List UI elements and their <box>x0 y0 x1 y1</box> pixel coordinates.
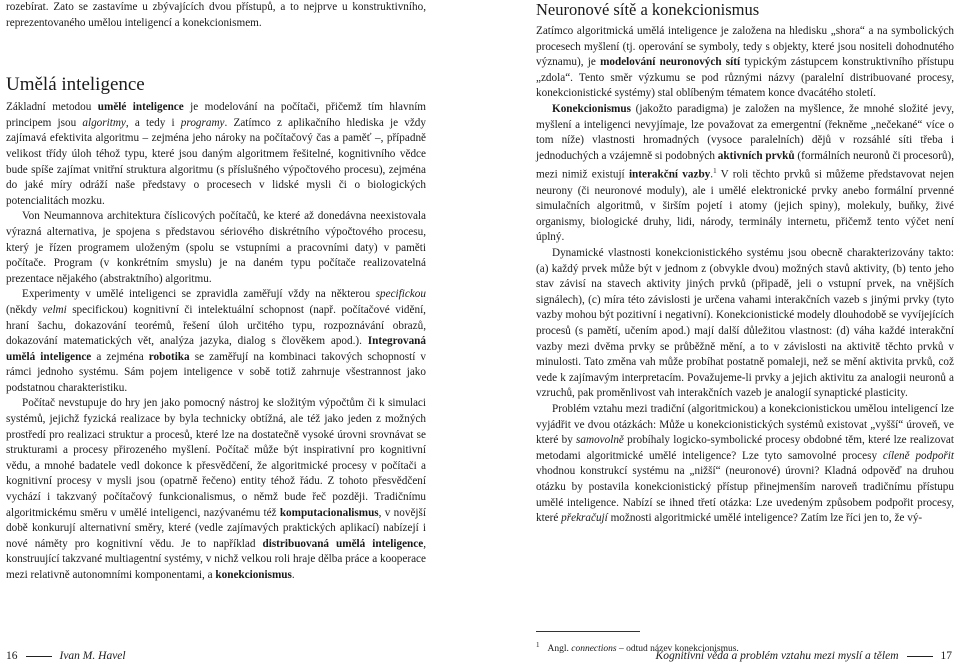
section-heading-ai: Umělá inteligence <box>6 74 145 96</box>
left-paragraph-3: Experimenty v umělé inteligenci se zpravidla zaměřují vždy na některou specifickou (někdy velmi specifickou) kognitivní či intelektuální schopnost (např. počítačové vidění, hraní šachu, dokazování teorémů, řešení úloh určitého typu, rozpoznávání obrazů, dokazování matematických vět, analýza jazyka, dialog s člověkem apod.). Integrovaná umělá inteligence a zejména robotika se zaměřují na kombinaci takových schopností v rámci jednoho systému. Sám pojem inteligence v sobě totiž zahrnuje všestrannost jako podstatnou charakteristiku. <box>6 288 426 394</box>
left-paragraph-2: Von Neumannova architektura číslicových počítačů, ke které až donedávna neexistovala výrazná alternativa, je spojena s představou sériového diskrétního výpočtového procesu, který je řízen programem uloženým (spolu se vstupními a pracovními daty) v paměti počítače. Program (v konkrétním smyslu) je na daném typu počítače realizovatelná prezentace nějakého (abstraktního) algoritmu. <box>6 210 426 285</box>
right-paragraph-2: Konekcionismus (jakožto paradigma) je založen na myšlence, že mnohé složité jevy, myšlení a inteligenci nevyjímaje, lze považovat za emergentní (řekněme „nečekané“ více o tom níže) vlastnosti hromadných (vysoce paralelních) dějů v rozsáhlé síti třeba i jednoduchých a vzájemně si podobných aktivních prvků (formálních neuronů či procesorů), mezi nimiž existují interakční vazby.$^1$ V roli těchto prvků si můžeme představovat nejen neurony (či neuronové moduly), ale i umělé elektronické prvky anebo formální prvenné simulačních algoritmů, v širším pojetí i atomy (jejich spiny), molekuly, buňky, živé organismy, biologické druhy, lidi, národy, terminály internetu, přičemž tento výčet není úplný. <box>536 102 954 244</box>
footnote: $^1$ Angl. connections – odtud název konekcionismus. <box>536 641 739 655</box>
footer-right <box>656 649 952 663</box>
footnote-reference: 1 <box>713 167 717 176</box>
footer-left <box>6 649 126 663</box>
footer-dash <box>26 656 52 657</box>
left-paragraph-4: Počítač nevstupuje do hry jen jako pomocný nástroj ke složitým výpočtům či k simulaci systémů, jejichž fyzická realizace by byla technicky obtížná, ale též jako jeden z možných prostředí pro realizaci struktur a procesů, které lze na dostatečně vysoké úrovni srovnávat se strukturami a procesy přirozeného myšlení. Počítač může být inspirativní pro kognitivní vědu, a mnohé badatele vedl dokonce k přesvědčení, že algoritmické procesy v počítači a kognitivní procesy v mysli jsou (opatrně řečeno) entity téhož řádu. Z tohoto přesvědčení vychází i takzvaný počítačový funkcionalismus, o němž bude řeč později. Tradičnímu algoritmickému směru v umělé inteligenci, nazývanému též komputacionalismus, v novější době konkurují alternativní směry, které (vedle zajímavých praktických aplikací) nabízejí i nové náměty pro kognitivní vědu. Je to například distribuovaná umělá inteligence, konstruující takzvané multiagentní systémy, v nichž velkou roli hraje dělba práce a kooperace mezi relativně autonomními komponentami, a konekcionismus. <box>6 397 427 581</box>
left-paragraph-0: rozebírat. Zato se zastavíme u zbývajících dvou přístupů, a to nejprve u konstruktivního, reprezentovaného umělou inteligencí a konekcionismem. <box>6 1 426 29</box>
right-paragraph-4: Problém vztahu mezi tradiční (algoritmickou) a konekcionistickou umělou inteligencí lze vyjádřit ve dvou otázkách: Může u konekcionistických systémů existovat „vyšší“ úroveň, ve které by samovolně probíhaly logicko-symbolické procesy obdobné těm, které lze realizovat metodami algoritmické umělé inteligence? Lze tyto samovolné procesy cíleně podpořit vhodnou konstrukcí systému na „nižší“ (neuronové) úrovni? Kladná odpověď na druhou otázku by postavila konekcionistický přístup přinejmenším naroveň tradičnímu přístupu umělé inteligence. Nabízí se ihned třetí otázka: Lze uvedeným způsobem podpořit procesy, které překračují možnosti algoritmické umělé inteligence? Zatím lze říci jen to, že vý- <box>536 402 954 525</box>
right-paragraph-3: Dynamické vlastnosti konekcionistického systému jsou obecně charakterizovány takto: (a) každý prvek může být v jednom z (obvykle dvou) možných stavů aktivity, (b) tento jeho stav závisí na stavech aktivity jiných prvků (připadě, jeli o vstupní prvek, na vnějších signálech), (c) míra této závislosti je určena vahami interakčních vazeb s jinými prvky (tyto vazby mohou být pozitivní i negativní). Konekcionistické modely dlouhodobě se vyvíjejících procesů (s pamětí, učením apod.) mají další důležitou vlastnost: (d) váha každé interakční vazby mezi dvěma prvky se průběžně mění, a to v závislosti na aktivitě těchto prvků v minulosti. Tato změna vah může probíhat postatně pomaleji, než se mění aktivita prvků, což vede k zajímavým interpretacím. Považujeme-li prvky a jejich aktivitu za analogii neuronů a vzruchů, pak proměnlivost vah interakčních vazeb je analogií synaptické plasticity. <box>536 247 954 400</box>
footer-dash <box>907 656 933 657</box>
footnote-divider <box>536 631 640 632</box>
section-heading-neural-networks: Neuronové sítě a konekcionismus <box>536 0 760 19</box>
footer-author: Ivan M. Havel <box>59 650 126 662</box>
left-paragraph-1: Základní metodou umělé inteligence je modelování na počítači, přičemž tím hlavním principem jsou algoritmy, a tedy i programy. Zatímco z aplikačního hlediska je vždy zajímavá efektivita algoritmu – zejména jeho nároky na počítačový čas a paměť –, případně velikost třídy úloh téhož typu, které jsou daným algoritmem řešitelné, kognitivního vědce bude spíše zajímat vnitřní struktura algoritmu (s příslušného výpočtového procesu), zejména do jaké míry odráží naše představy o procesech v lidské mysli či o biologických potencialitách mozku. <box>6 101 427 207</box>
left-column <box>6 0 426 584</box>
right-paragraph-1: Zatímco algoritmická umělá inteligence je založena na hledisku „shora“ a na symbolických procesech myšlení (tj. operování se symboly, tedy s objekty, které jsou nositeli dohodnutého významu), je modelování neuronových sítí typickým zástupcem konstruktivního přístupu „zdola“. Tento směr výzkumu se pod různými názvy (paralelní distribuované procesy, konekcionistické systémy) stal oblíbeným tématem konce dvacátého století. <box>536 25 954 100</box>
footer-book-title: Kognitivní věda a problém vztahu mezi myslí a tělem <box>655 650 899 662</box>
page-number-right: 17 <box>940 650 952 662</box>
page-number-left: 16 <box>6 650 18 662</box>
footnote-number: 1 <box>536 641 540 649</box>
right-column <box>536 0 954 527</box>
